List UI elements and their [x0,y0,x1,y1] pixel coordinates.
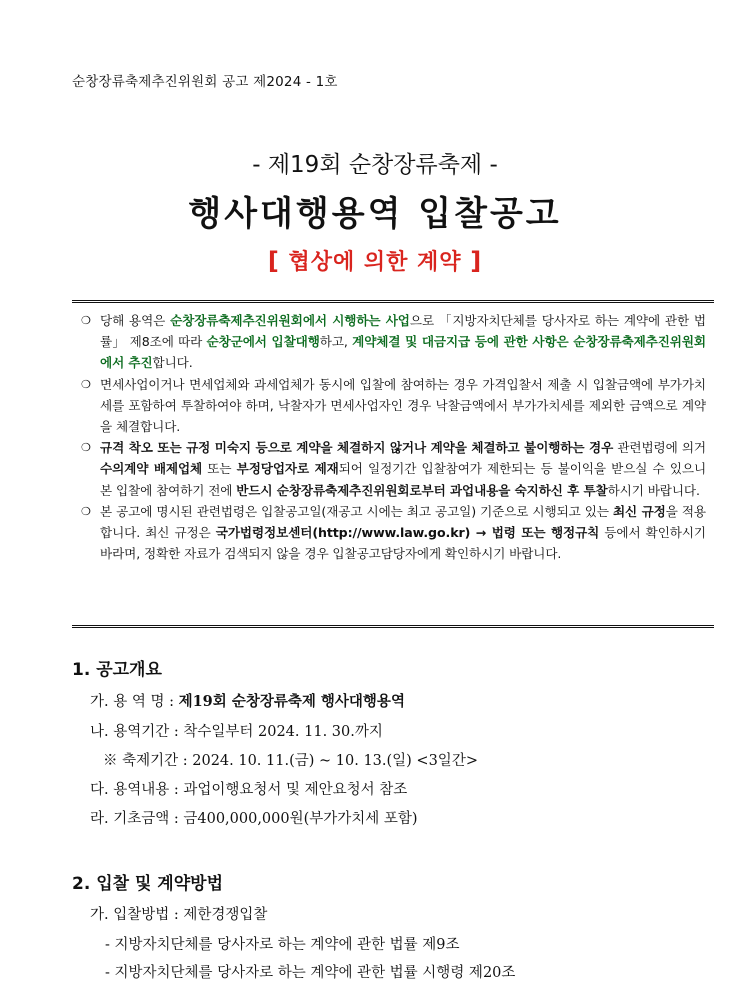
note-emphasis: 수의계약 배제업체 [100,461,203,477]
field-value: 착수일부터 2024. 11. 30.까지 [183,724,383,740]
bidding-law-reference: - 지방자치단체를 당사자로 하는 계약에 관한 법률 제9조 [105,937,460,953]
notice-box-top-border [72,300,714,303]
notice-number: 순창장류축제추진위원회 공고 제2024 - 1호 [72,74,338,90]
note-text: 또는 [202,461,237,477]
document-title: 행사대행용역 입찰공고 [188,194,562,234]
note-item [80,374,706,438]
bidding-law-reference: - 지방자치단체를 당사자로 하는 계약에 관한 법률 시행령 제20조 [105,965,516,981]
overview-service-period [90,720,383,741]
bracket-close: ] [470,247,483,275]
overview-service-content [90,778,407,799]
note-emphasis: 순창장류축제추진위원회에서 시행하는 사업 [170,313,410,328]
note-emphasis: 계약체결 및 대금지급 등에 관한 사항은 순창장류축제추진위원회에서 추진 [100,334,706,371]
field-label: 가. 입찰방법 : [90,907,184,923]
section-heading-bidding: 2. 입찰 및 계약방법 [72,874,223,894]
note-text: 면세사업이거나 면세업체와 과세업체가 동시에 입찰에 참여하는 경우 가격입찰서 제출 시 입찰금액에 부가가치세를 포함하여 투찰하여야 하며, 낙찰자가 면세사업자인 경우 낙찰금액에서 부가가치세를 제외한 금액으로 계약을 체결합니다. [100,376,706,435]
circle-bullet-icon: ❍ [81,377,91,391]
field-label: 다. 용역내용 : [90,782,184,798]
overview-festival-period: ※ 축제기간 : 2024. 10. 11.(금) ~ 10. 13.(일) <3일간> [103,753,478,769]
field-value: 과업이행요청서 및 제안요청서 참조 [183,782,408,798]
circle-bullet-icon: ❍ [81,441,91,455]
section-heading-overview: 1. 공고개요 [72,660,162,680]
note-emphasis: 최신 규정 [612,503,666,519]
document-subtitle: - 제19회 순창장류축제 - [252,152,498,178]
note-emphasis: 규격 착오 또는 규정 미숙지 등으로 계약을 체결하지 않거나 계약을 체결하고 불이행하는 경우 [100,440,614,456]
circle-bullet-icon: ❍ [81,504,91,518]
note-item [80,310,706,374]
note-item [80,437,706,501]
bidding-method [90,903,267,924]
note-text: 하고, [319,334,353,350]
note-text: 본 공고에 명시된 관련법령은 입찰공고일(재공고 시에는 최고 공고일) 기준으로 시행되고 있는 [100,503,613,519]
note-text: 하시기 바랍니다. [607,482,700,498]
note-emphasis: 반드시 순창장류축제추진위원회로부터 과업내용을 숙지하신 후 투찰 [236,482,608,498]
note-emphasis: 순창군에서 입찰대행 [206,334,320,350]
note-text: 을 적용합니다. 최신 규정은 [100,503,706,541]
field-label: 가. 용 역 명 : [90,694,179,710]
note-text: 관련법령에 의거 [613,440,706,456]
field-label: 나. 용역기간 : [90,724,184,740]
overview-base-amount [90,807,418,828]
note-text: 으로 「지방자치단체를 당사자로 하는 계약에 관한 법률」 제8조에 따라 [100,313,706,350]
contract-type-text: 협상에 의한 계약 [288,250,462,275]
overview-service-name [90,690,405,711]
notice-box-bottom-border [72,625,714,628]
note-emphasis: 부정당업자로 제재 [236,461,339,477]
circle-bullet-icon: ❍ [81,314,91,327]
contract-type-banner [0,245,750,276]
field-value: 제한경쟁입찰 [183,907,268,923]
note-item [80,501,706,565]
bracket-open: [ [267,247,280,275]
law-site-reference: 국가법령정보센터(http://www.law.go.kr) → 법령 또는 행정규칙 [215,525,600,541]
note-text: 되어 일정기간 입찰참여가 제한되는 등 불이익을 받으실 수 있으니 본 입찰에 참여하기 전에 [100,461,707,498]
notice-box [80,310,706,564]
note-text: 당해 용역은 [100,313,171,328]
field-value: 제19회 순창장류축제 행사대행용역 [178,693,405,710]
field-value: 금400,000,000원(부가가치세 포함) [183,811,418,827]
field-label: 라. 기초금액 : [90,811,184,827]
note-text: 등에서 확인하시기 바라며, 정확한 자료가 검색되지 않을 경우 입찰공고담당자에게 확인하시기 바랍니다. [100,525,706,562]
note-text: 합니다. [152,355,193,371]
